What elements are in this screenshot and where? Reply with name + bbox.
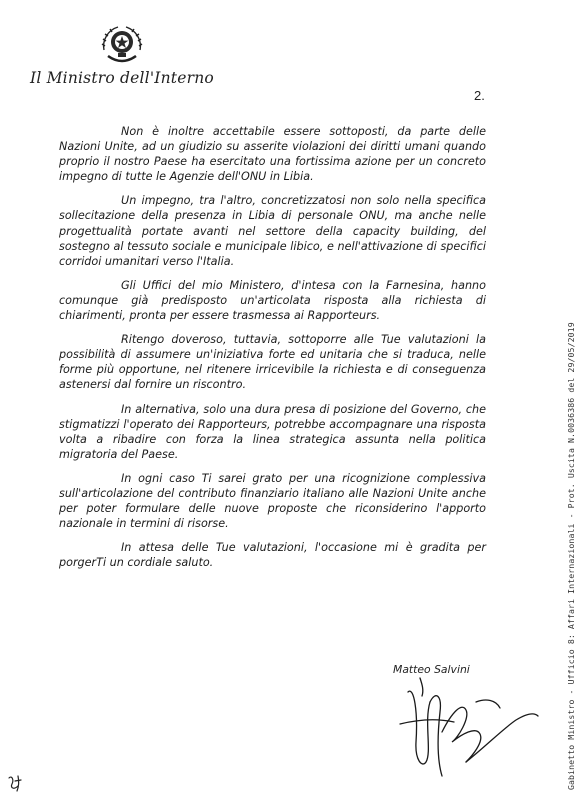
letter-body (59, 124, 486, 579)
paragraph: Ritengo doveroso, tuttavia, sottoporre alle Tue valutazioni la possibilità di assumere un'iniziativa forte ed unitaria che si traduca, nelle forme più opportune, nel ritenere irricevibile la richiesta e di conseguenza astenersi dal fornire un riscontro. (59, 333, 486, 392)
letterhead: Il Ministro dell'Interno (30, 69, 214, 87)
page-number: 2. (474, 88, 485, 103)
handwritten-signature-icon (396, 672, 546, 787)
protocol-stamp: Gabinetto Ministro - Ufficio 8: Affari Internazionali - Prot. Uscita N.0036386 del 29/05/2019 (566, 322, 576, 790)
handwritten-initials-icon (6, 772, 24, 794)
paragraph: Un impegno, tra l'altro, concretizzatosi non solo nella specifica sollecitazione della presenza in Libia di personale ONU, ma anche nelle progettualità portate avanti nel settore della capacity building, del sostegno al tessuto sociale e municipale libico, e nell'attivazione di specifici corridoi umanitari verso l'Italia. (59, 194, 486, 268)
paragraph: Non è inoltre accettabile essere sottoposti, da parte delle Nazioni Unite, ad un giudizio su asserite violazioni dei diritti umani quando proprio il nostro Paese ha esercitato una fortissima azione per un concreto impegno di tutte le Agenzie dell'ONU in Libia. (59, 125, 486, 184)
paragraph: In ogni caso Ti sarei grato per una ricognizione complessiva sull'articolazione del contributo finanziario italiano alle Nazioni Unite anche per poter formulare delle nuove proposte che riconsiderino l'apporto nazionale in termini di risorse. (59, 471, 486, 531)
signer-name: Matteo Salvini (393, 663, 470, 676)
paragraph: Gli Uffici del mio Ministero, d'intesa con la Farnesina, hanno comunque già predisposto un'articolata risposta alla richiesta di chiarimenti, pronta per essere trasmessa ai Rapporteurs. (59, 278, 486, 323)
italian-republic-emblem-icon (98, 20, 146, 68)
paragraph: In attesa delle Tue valutazioni, l'occasione mi è gradita per porgerTi un cordiale saluto. (59, 541, 486, 570)
paragraph: In alternativa, solo una dura presa di posizione del Governo, che stigmatizzi l'operato dei Rapporteurs, potrebbe accompagnare una risposta volta a ribadire con forza la linea strategica assunta nella politica migratoria del Paese. (59, 402, 486, 461)
